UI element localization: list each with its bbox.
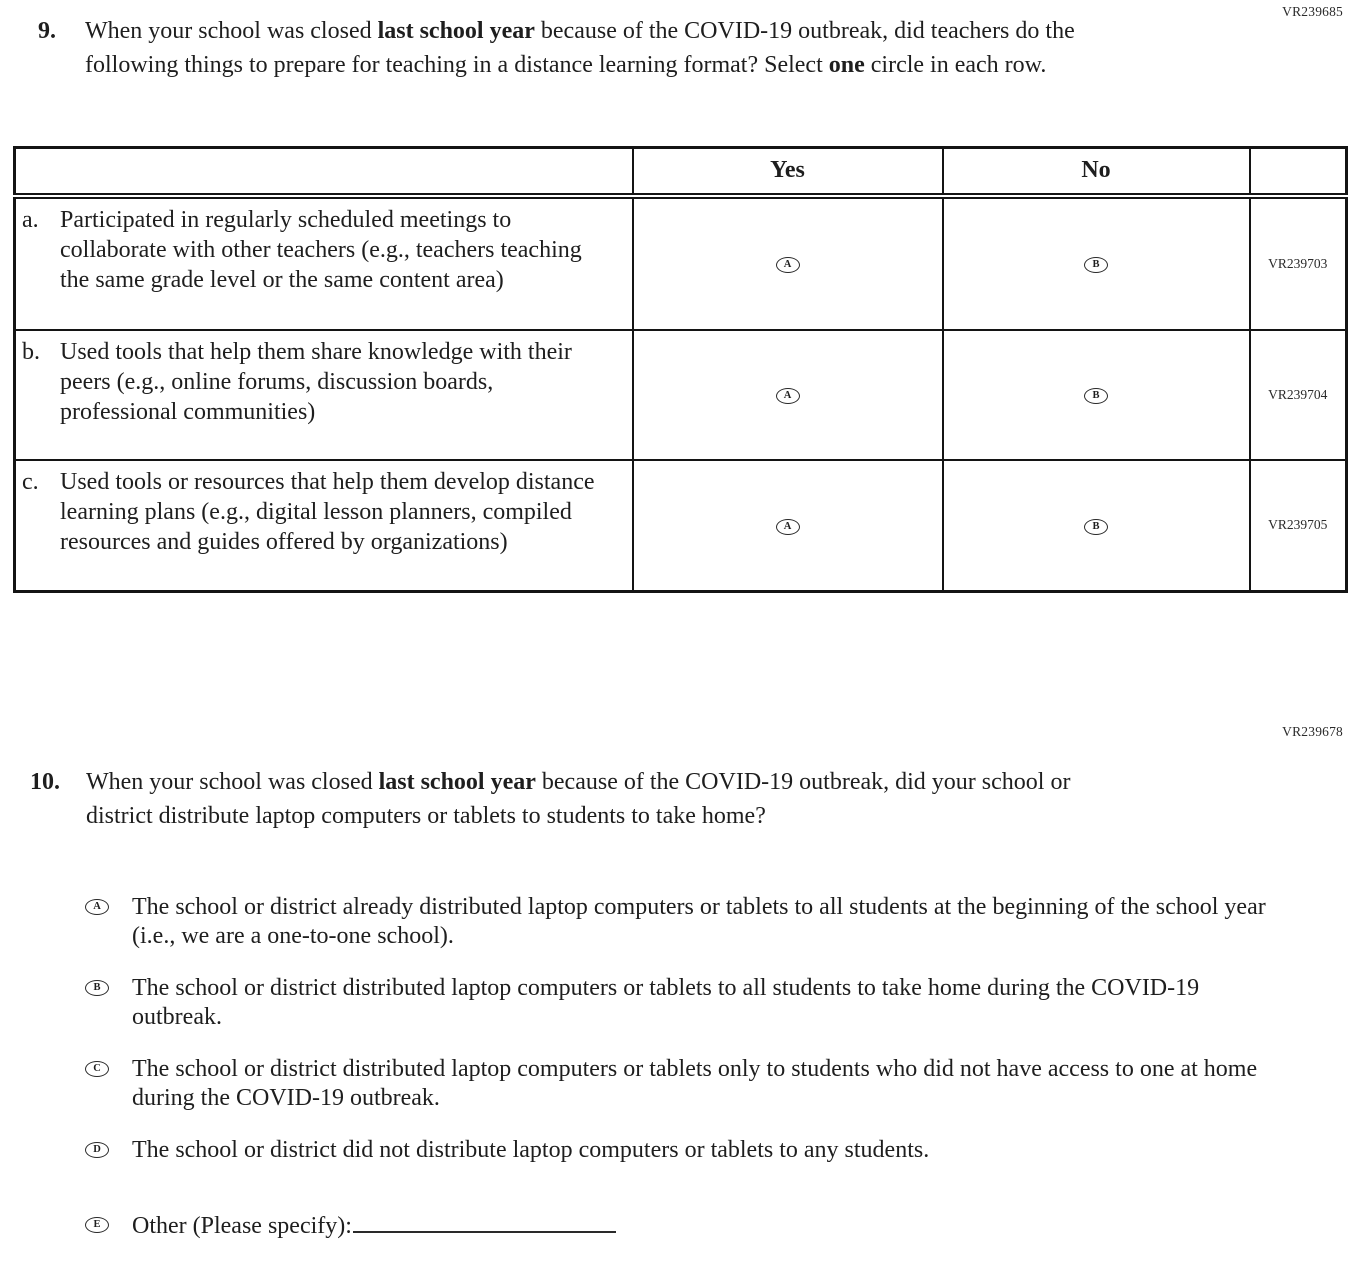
q10-option-e-label: Other (Please specify): <box>132 1213 352 1239</box>
q10-option-c <box>85 1055 1295 1113</box>
other-specify-input[interactable] <box>353 1211 616 1233</box>
table-row-a <box>15 196 1347 330</box>
row-b-yes-cell <box>633 330 943 460</box>
row-a-no-bubble[interactable]: B <box>1084 257 1108 273</box>
row-c-yes-bubble[interactable]: A <box>776 519 800 535</box>
row-a-no-cell <box>943 196 1250 330</box>
q9-prompt-part: When your school was closed <box>85 18 378 44</box>
q10-option-c-text: The school or district distributed laptop computers or tablets only to students who did not have access to one at home during the COVID-19 outbreak. <box>132 1056 1258 1111</box>
row-a-code: VR239703 <box>1250 196 1347 330</box>
row-b-no-cell <box>943 330 1250 460</box>
q10-option-c-bubble[interactable]: C <box>85 1061 109 1077</box>
row-c-stem <box>15 460 633 592</box>
q9-prompt-part: because of the COVID-19 outbreak, did teachers do the following things to prepare for teaching in a distance learning format? Select <box>85 18 1075 78</box>
row-c-no-cell <box>943 460 1250 592</box>
question-9-number: 9. <box>38 18 56 44</box>
q9-bold-phrase: one <box>828 52 865 78</box>
q10-option-b-bubble[interactable]: B <box>85 980 109 996</box>
q10-bold-phrase: last school year <box>378 769 536 795</box>
row-b-yes-bubble[interactable]: A <box>776 388 800 404</box>
q10-option-a-text: The school or district already distributed laptop computers or tablets to all students at the beginning of the school year (i.e., we are a one-to-one school). <box>132 894 1266 949</box>
q9-bold-phrase: last school year <box>377 18 535 44</box>
row-c-no-bubble[interactable]: B <box>1084 519 1108 535</box>
q9-prompt-part: circle in each row. <box>864 52 1047 78</box>
form-code-top: VR239685 <box>1282 4 1343 19</box>
q10-option-e-text <box>132 1211 616 1241</box>
row-b-no-bubble[interactable]: B <box>1084 388 1108 404</box>
q10-option-b <box>85 974 1295 1032</box>
form-code-section: VR239678 <box>1282 724 1343 739</box>
row-a-yes-cell <box>633 196 943 330</box>
row-a-yes-bubble[interactable]: A <box>776 257 800 273</box>
q10-prompt-part: When your school was closed <box>86 769 379 795</box>
table-header-row <box>15 148 1347 196</box>
header-empty-cell <box>15 148 633 196</box>
q9-response-table <box>13 146 1348 593</box>
question-9 <box>38 14 1140 82</box>
question-9-prompt <box>85 14 1140 82</box>
q10-option-a-bubble[interactable]: A <box>85 899 109 915</box>
row-c-code: VR239705 <box>1250 460 1347 592</box>
q10-option-d-text: The school or district did not distribute laptop computers or tablets to any students. <box>132 1137 930 1163</box>
header-empty-code-cell <box>1250 148 1347 196</box>
column-header-yes: Yes <box>633 148 943 196</box>
column-header-no: No <box>943 148 1250 196</box>
row-b-text: Used tools that help them share knowledge with their peers (e.g., online forums, discussion boards, professional communities) <box>60 338 572 425</box>
question-10-prompt <box>86 765 1121 833</box>
row-b-code: VR239704 <box>1250 330 1347 460</box>
q10-option-list <box>85 893 1295 1264</box>
row-a-text: Participated in regularly scheduled meetings to collaborate with other teachers (e.g., teachers teaching the same grade level or the same content area) <box>60 206 582 293</box>
q10-prompt-part: because of the COVID-19 outbreak, did your school or district distribute laptop computers or tablets to students to take home? <box>86 769 1071 829</box>
row-a-stem <box>15 196 633 330</box>
row-c-text: Used tools or resources that help them develop distance learning plans (e.g., digital lesson planners, compiled resources and guides offered by organizations) <box>60 468 595 555</box>
q10-option-b-text: The school or district distributed laptop computers or tablets to all students to take home during the COVID-19 outbreak. <box>132 975 1200 1030</box>
row-b-letter: b. <box>22 338 40 365</box>
q10-option-e-bubble[interactable]: E <box>85 1217 109 1233</box>
table-row-c <box>15 460 1347 592</box>
q10-option-d <box>85 1136 1295 1165</box>
row-a-letter: a. <box>22 206 39 233</box>
row-b-stem <box>15 330 633 460</box>
question-10-number: 10. <box>30 769 60 795</box>
q10-option-a <box>85 893 1295 951</box>
q10-option-d-bubble[interactable]: D <box>85 1142 109 1158</box>
question-10 <box>30 765 1121 833</box>
q10-option-e <box>85 1211 1295 1241</box>
row-c-yes-cell <box>633 460 943 592</box>
table-row-b <box>15 330 1347 460</box>
row-c-letter: c. <box>22 468 39 495</box>
